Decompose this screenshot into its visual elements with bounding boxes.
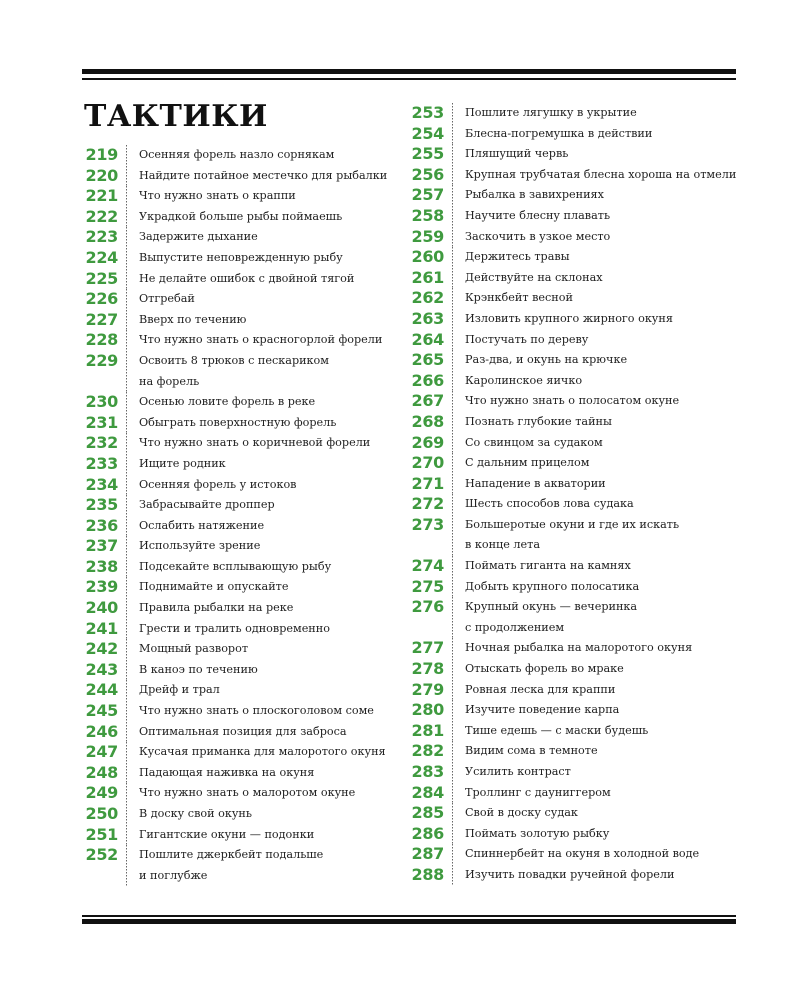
entry-title: Видим сома в темноте xyxy=(465,744,598,758)
entry-number: 274 xyxy=(411,556,444,576)
entry-title: В каноэ по течению xyxy=(139,662,258,676)
entry-title: Задержите дыхание xyxy=(139,230,258,244)
entry-title: Поднимайте и опускайте xyxy=(139,580,289,594)
entry-number: 288 xyxy=(411,864,444,884)
entry-number: 260 xyxy=(411,247,444,267)
toc-entry[interactable] xyxy=(408,577,748,598)
entry-number: 286 xyxy=(411,823,444,843)
dotted-separator xyxy=(452,494,453,515)
toc-entry[interactable] xyxy=(408,165,748,186)
entry-number: 249 xyxy=(85,783,118,803)
dotted-separator xyxy=(126,722,127,743)
toc-entry[interactable] xyxy=(408,515,748,556)
entry-title: Забрасывайте дроппер xyxy=(139,498,275,512)
toc-entry[interactable] xyxy=(408,412,748,433)
entry-number: 272 xyxy=(411,494,444,514)
entry-number: 235 xyxy=(85,495,118,515)
toc-entry[interactable] xyxy=(82,516,422,537)
entry-title: Пошлите лягушку в укрытие xyxy=(465,106,637,119)
entry-title: Крупный окунь — вечеринка с продолжением xyxy=(465,600,638,634)
dotted-separator xyxy=(126,804,127,825)
entry-title: Что нужно знать о плоскоголовом соме xyxy=(139,704,374,718)
entry-title: Крупная трубчатая блесна хороша на отмели xyxy=(465,167,737,181)
dotted-separator xyxy=(126,475,127,496)
entry-title: Со свинцом за судаком xyxy=(465,435,603,449)
entry-number: 265 xyxy=(411,350,444,370)
dotted-separator xyxy=(126,186,127,207)
entry-number: 285 xyxy=(411,803,444,823)
dotted-separator xyxy=(126,825,127,846)
entry-title: Что нужно знать о малоротом окуне xyxy=(139,786,356,800)
entry-number: 277 xyxy=(411,638,444,658)
toc-entry[interactable] xyxy=(408,721,748,742)
bottom-rule-thick xyxy=(82,919,736,924)
toc-entry[interactable] xyxy=(408,391,748,412)
entry-title: Нападение в акватории xyxy=(465,476,606,490)
entry-title: Падающая наживка на окуня xyxy=(139,765,315,779)
dotted-separator xyxy=(452,227,453,248)
dotted-separator xyxy=(452,577,453,598)
dotted-separator xyxy=(126,701,127,722)
entry-title: Изучите поведение карпа xyxy=(465,703,620,717)
entry-number: 270 xyxy=(411,453,444,473)
toc-entry[interactable] xyxy=(408,124,748,145)
entry-title: Подсекайте всплывающую рыбу xyxy=(139,559,332,573)
entry-title: Мощный разворот xyxy=(139,642,249,656)
toc-entry[interactable] xyxy=(82,454,422,475)
dotted-separator xyxy=(452,391,453,412)
entry-number: 276 xyxy=(411,597,444,617)
entry-title: Используйте зрение xyxy=(139,539,261,553)
dotted-separator xyxy=(452,330,453,351)
entry-number: 279 xyxy=(411,679,444,699)
entry-title: Рыбалка в завихрениях xyxy=(465,188,604,202)
entry-title: Тише едешь — с маски будешь xyxy=(465,723,649,737)
entry-title: Осенью ловите форель в реке xyxy=(139,395,316,409)
dotted-separator xyxy=(452,165,453,186)
entry-number: 242 xyxy=(85,639,118,659)
entry-number: 240 xyxy=(85,598,118,618)
toc-entry[interactable] xyxy=(82,660,422,681)
dotted-separator xyxy=(126,433,127,454)
dotted-separator xyxy=(126,763,127,784)
entry-title: Блесна-погремушка в действии xyxy=(465,126,653,140)
dotted-separator xyxy=(126,310,127,331)
entry-title: Свой в доску судак xyxy=(465,806,578,820)
dotted-separator xyxy=(126,577,127,598)
dotted-separator xyxy=(452,803,453,824)
dotted-separator xyxy=(452,762,453,783)
entry-number: 225 xyxy=(85,268,118,288)
dotted-separator xyxy=(126,392,127,413)
entry-title: Осенняя форель назло сорнякам xyxy=(139,148,335,161)
toc-entry[interactable] xyxy=(408,556,748,577)
dotted-separator xyxy=(452,700,453,721)
toc-entry[interactable] xyxy=(408,824,748,845)
dotted-separator xyxy=(126,227,127,248)
toc-entry[interactable] xyxy=(82,166,422,187)
entry-title: Троллинг с дауниггером xyxy=(465,785,611,799)
entry-number: 280 xyxy=(411,700,444,720)
toc-entry[interactable] xyxy=(408,762,748,783)
entry-title: Держитесь травы xyxy=(465,250,570,264)
toc-entry[interactable] xyxy=(408,185,748,206)
top-rule-thin xyxy=(82,78,736,80)
dotted-separator xyxy=(452,124,453,145)
entry-number: 258 xyxy=(411,205,444,225)
entry-number: 254 xyxy=(411,123,444,143)
dotted-separator xyxy=(126,742,127,763)
entry-number: 273 xyxy=(411,514,444,534)
entry-title: Правила рыбалки на реке xyxy=(139,601,294,615)
dotted-separator xyxy=(126,166,127,187)
dotted-separator xyxy=(452,783,453,804)
toc-entry[interactable] xyxy=(82,763,422,784)
entry-title: С дальним прицелом xyxy=(465,456,590,470)
dotted-separator xyxy=(126,598,127,619)
entry-number: 232 xyxy=(85,433,118,453)
entry-number: 237 xyxy=(85,536,118,556)
dotted-separator xyxy=(452,597,453,638)
entry-number: 227 xyxy=(85,309,118,329)
dotted-separator xyxy=(126,516,127,537)
dotted-separator xyxy=(126,145,127,166)
entry-title: Пошлите джеркбейт подальше и поглубже xyxy=(139,848,324,882)
dotted-separator xyxy=(126,845,127,886)
toc-entry[interactable] xyxy=(82,392,422,413)
top-rule-thick xyxy=(82,69,736,74)
entry-number: 251 xyxy=(85,824,118,844)
toc-entry[interactable] xyxy=(408,330,748,351)
dotted-separator xyxy=(126,660,127,681)
toc-entry[interactable] xyxy=(408,783,748,804)
toc-entry[interactable] xyxy=(82,804,422,825)
dotted-separator xyxy=(452,515,453,556)
entry-number: 246 xyxy=(85,721,118,741)
dotted-separator xyxy=(452,721,453,742)
dotted-separator xyxy=(452,453,453,474)
toc-entry[interactable] xyxy=(408,206,748,227)
dotted-separator xyxy=(452,659,453,680)
entry-number: 248 xyxy=(85,762,118,782)
dotted-separator xyxy=(452,865,453,886)
entry-number: 264 xyxy=(411,329,444,349)
entry-number: 268 xyxy=(411,411,444,431)
dotted-separator xyxy=(452,309,453,330)
dotted-separator xyxy=(452,206,453,227)
entry-number: 220 xyxy=(85,165,118,185)
entry-title: Усилить контраст xyxy=(465,765,571,778)
toc-entry[interactable] xyxy=(82,433,422,454)
entry-number: 239 xyxy=(85,577,118,597)
toc-entry[interactable] xyxy=(408,700,748,721)
toc-right-column xyxy=(408,103,748,886)
entry-number: 250 xyxy=(85,804,118,823)
dotted-separator xyxy=(452,433,453,454)
entry-number: 247 xyxy=(85,742,118,762)
entry-title: Отыскать форель во мраке xyxy=(465,662,624,676)
entry-title: Познать глубокие тайны xyxy=(465,414,612,428)
toc-entry[interactable] xyxy=(82,495,422,516)
toc-entry[interactable] xyxy=(408,638,748,659)
entry-number: 262 xyxy=(411,288,444,308)
dotted-separator xyxy=(126,289,127,310)
dotted-separator xyxy=(452,556,453,577)
toc-entry[interactable] xyxy=(408,474,748,495)
toc-entry[interactable] xyxy=(82,845,422,886)
entry-title: Грести и тралить одновременно xyxy=(139,621,330,635)
entry-title: Каролинское яичко xyxy=(465,373,583,387)
entry-number: 236 xyxy=(85,515,118,535)
entry-title: Что нужно знать о коричневой форели xyxy=(139,436,371,450)
dotted-separator xyxy=(452,741,453,762)
entry-title: Гигантские окуни — подонки xyxy=(139,827,315,841)
toc-entry[interactable] xyxy=(408,309,748,330)
toc-entry[interactable] xyxy=(82,825,422,846)
entry-number: 281 xyxy=(411,720,444,740)
dotted-separator xyxy=(452,103,453,124)
toc-entry[interactable] xyxy=(408,227,748,248)
entry-title: Отгребай xyxy=(139,292,195,306)
toc-left-column xyxy=(82,145,422,886)
toc-entry[interactable] xyxy=(408,433,748,454)
toc-entry[interactable] xyxy=(82,475,422,496)
entry-number: 241 xyxy=(85,618,118,638)
entry-title: Оптимальная позиция для заброса xyxy=(139,724,347,738)
toc-entry[interactable] xyxy=(82,330,422,351)
toc-entry[interactable] xyxy=(82,639,422,660)
entry-number: 287 xyxy=(411,844,444,864)
bottom-rule-thin xyxy=(82,915,736,917)
entry-title: Кусачая приманка для малоротого окуня xyxy=(139,745,386,759)
dotted-separator xyxy=(452,247,453,268)
dotted-separator xyxy=(126,269,127,290)
toc-entry[interactable] xyxy=(408,371,748,392)
toc-entry[interactable] xyxy=(408,659,748,680)
entry-title: Крэнкбейт весной xyxy=(465,291,573,305)
toc-entry[interactable] xyxy=(408,865,748,886)
dotted-separator xyxy=(126,783,127,804)
toc-entry[interactable] xyxy=(82,619,422,640)
entry-title: Осенняя форель у истоков xyxy=(139,477,297,491)
entry-number: 278 xyxy=(411,659,444,679)
entry-number: 283 xyxy=(411,762,444,781)
toc-entry[interactable] xyxy=(82,577,422,598)
entry-title: Поймать золотую рыбку xyxy=(465,826,610,840)
entry-title: Что нужно знать о красногорлой форели xyxy=(139,333,383,347)
toc-entry[interactable] xyxy=(408,680,748,701)
dotted-separator xyxy=(126,248,127,269)
entry-number: 252 xyxy=(85,845,118,865)
dotted-separator xyxy=(452,638,453,659)
toc-entry[interactable] xyxy=(82,557,422,578)
dotted-separator xyxy=(452,474,453,495)
entry-title: Спиннербейт на окуня в холодной воде xyxy=(465,847,700,861)
entry-title: Изучить повадки ручейной форели xyxy=(465,867,675,881)
toc-entry[interactable] xyxy=(82,248,422,269)
entry-number: 243 xyxy=(85,659,118,679)
entry-title: Обыграть поверхностную форель xyxy=(139,415,337,429)
toc-entry[interactable] xyxy=(82,207,422,228)
entry-number: 284 xyxy=(411,782,444,802)
entry-title: Не делайте ошибок с двойной тягой xyxy=(139,271,355,285)
entry-number: 221 xyxy=(85,186,118,206)
entry-title: Дрейф и трал xyxy=(139,683,220,697)
entry-title: В доску свой окунь xyxy=(139,807,252,820)
toc-entry[interactable] xyxy=(408,803,748,824)
entry-number: 253 xyxy=(411,103,444,122)
toc-entry[interactable] xyxy=(82,742,422,763)
entry-number: 267 xyxy=(411,391,444,411)
entry-title: Раз-два, и окунь на крючке xyxy=(465,353,628,367)
toc-entry[interactable] xyxy=(408,597,748,638)
dotted-separator xyxy=(126,351,127,392)
entry-number: 233 xyxy=(85,453,118,473)
dotted-separator xyxy=(452,350,453,371)
dotted-separator xyxy=(452,288,453,309)
entry-title: Ночная рыбалка на малоротого окуня xyxy=(465,641,693,655)
entry-number: 259 xyxy=(411,226,444,246)
entry-number: 229 xyxy=(85,350,118,370)
entry-number: 223 xyxy=(85,227,118,247)
toc-entry[interactable] xyxy=(82,722,422,743)
entry-number: 282 xyxy=(411,741,444,761)
entry-number: 244 xyxy=(85,680,118,700)
toc-entry[interactable] xyxy=(82,186,422,207)
entry-number: 222 xyxy=(85,206,118,226)
entry-number: 271 xyxy=(411,473,444,493)
entry-title: Постучать по дереву xyxy=(465,332,589,346)
toc-entry[interactable] xyxy=(82,701,422,722)
toc-entry[interactable] xyxy=(82,145,422,166)
entry-title: Найдите потайное местечко для рыбалки xyxy=(139,168,388,182)
entry-title: Ищите родник xyxy=(139,456,226,470)
entry-title: Ослабить натяжение xyxy=(139,518,265,532)
entry-title: Добыть крупного полосатика xyxy=(465,579,640,593)
dotted-separator xyxy=(452,824,453,845)
entry-title: Шесть способов лова судака xyxy=(465,497,634,511)
dotted-separator xyxy=(126,330,127,351)
entry-number: 219 xyxy=(85,145,118,164)
toc-entry[interactable] xyxy=(408,350,748,371)
toc-entry[interactable] xyxy=(408,288,748,309)
dotted-separator xyxy=(452,185,453,206)
entry-title: Вверх по течению xyxy=(139,312,247,326)
entry-number: 245 xyxy=(85,701,118,721)
entry-title: Что нужно знать о краппи xyxy=(139,189,296,203)
dotted-separator xyxy=(126,207,127,228)
entry-title: Большеротые окуни и где их искать в конце лета xyxy=(465,517,680,552)
dotted-separator xyxy=(126,413,127,434)
entry-title: Украдкой больше рыбы поймаешь xyxy=(139,209,343,223)
dotted-separator xyxy=(452,268,453,289)
toc-entry[interactable] xyxy=(408,268,748,289)
dotted-separator xyxy=(452,844,453,865)
entry-number: 226 xyxy=(85,289,118,309)
entry-number: 266 xyxy=(411,370,444,390)
entry-number: 263 xyxy=(411,308,444,328)
toc-entry[interactable] xyxy=(82,598,422,619)
entry-number: 256 xyxy=(411,164,444,184)
entry-number: 261 xyxy=(411,267,444,287)
dotted-separator xyxy=(126,454,127,475)
toc-entry[interactable] xyxy=(82,269,422,290)
toc-entry[interactable] xyxy=(82,227,422,248)
entry-title: Выпустите неповрежденную рыбу xyxy=(139,250,343,264)
entry-number: 257 xyxy=(411,185,444,205)
entry-number: 231 xyxy=(85,412,118,432)
entry-title: Действуйте на склонах xyxy=(465,270,603,284)
entry-title: Освоить 8 трюков с пескариком на форель xyxy=(139,353,329,388)
toc-entry[interactable] xyxy=(82,680,422,701)
entry-title: Пляшущий червь xyxy=(465,147,569,161)
toc-entry[interactable] xyxy=(408,247,748,268)
toc-entry[interactable] xyxy=(408,844,748,865)
dotted-separator xyxy=(452,412,453,433)
entry-title: Поймать гиганта на камнях xyxy=(465,559,631,573)
dotted-separator xyxy=(126,495,127,516)
toc-entry[interactable] xyxy=(408,144,748,165)
toc-entry[interactable] xyxy=(82,536,422,557)
entry-number: 275 xyxy=(411,576,444,596)
toc-entry[interactable] xyxy=(82,310,422,331)
dotted-separator xyxy=(452,680,453,701)
toc-entry[interactable] xyxy=(82,351,422,392)
entry-title: Заскочить в узкое место xyxy=(465,229,611,243)
dotted-separator xyxy=(126,639,127,660)
entry-number: 230 xyxy=(85,392,118,412)
toc-entry[interactable] xyxy=(82,289,422,310)
entry-title: Что нужно знать о полосатом окуне xyxy=(465,394,680,408)
entry-number: 269 xyxy=(411,432,444,452)
toc-entry[interactable] xyxy=(408,453,748,474)
entry-number: 238 xyxy=(85,556,118,576)
toc-entry[interactable] xyxy=(408,103,748,124)
entry-title: Научите блесну плавать xyxy=(465,208,611,222)
dotted-separator xyxy=(126,557,127,578)
page-title: ТАКТИКИ xyxy=(84,99,268,134)
entry-number: 255 xyxy=(411,144,444,164)
dotted-separator xyxy=(452,144,453,165)
dotted-separator xyxy=(452,371,453,392)
toc-entry[interactable] xyxy=(408,741,748,762)
toc-entry[interactable] xyxy=(82,783,422,804)
dotted-separator xyxy=(126,536,127,557)
entry-number: 228 xyxy=(85,330,118,350)
entry-title: Ровная леска для краппи xyxy=(465,682,616,696)
entry-number: 224 xyxy=(85,247,118,267)
entry-number: 234 xyxy=(85,474,118,494)
dotted-separator xyxy=(126,680,127,701)
entry-title: Изловить крупного жирного окуня xyxy=(465,311,673,325)
toc-entry[interactable] xyxy=(82,413,422,434)
toc-entry[interactable] xyxy=(408,494,748,515)
dotted-separator xyxy=(126,619,127,640)
